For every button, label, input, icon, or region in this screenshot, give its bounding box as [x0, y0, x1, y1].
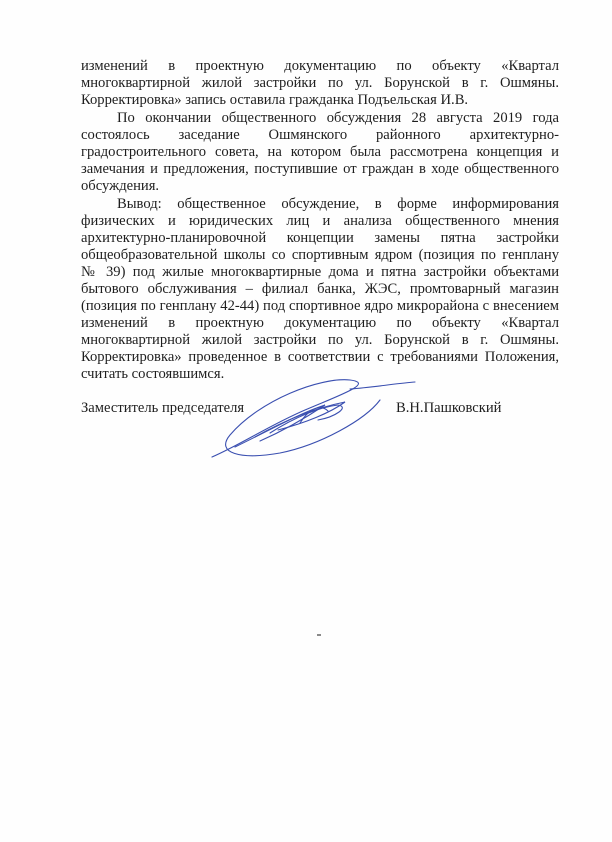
- signatory-position: Заместитель председателя: [81, 400, 245, 416]
- text-line: многоквартирной жилой застройки по ул. Борунской в г. Ошмяны.: [81, 332, 559, 348]
- text-line: физических и юридических лиц и анализа общественного мнения: [81, 213, 559, 229]
- signature-stroke-inner: [255, 402, 345, 437]
- text-line: По окончании общественного обсуждения 28 августа 2019 года: [117, 110, 559, 126]
- text-line: состоялось заседание Ошмянского районного архитектурно-: [81, 127, 559, 143]
- text-line: № 39) под жилые многоквартирные дома и пятна застройки объектами: [81, 264, 559, 280]
- text-line: замечания и предложения, поступившие от граждан в ходе общественного: [81, 161, 559, 177]
- text-line: многоквартирной жилой застройки по ул. Борунской в г. Ошмяны.: [81, 75, 559, 91]
- signatory-name: В.Н.Пашковский: [396, 400, 502, 416]
- scan-artifact: [317, 634, 321, 636]
- text-line: Корректировка» проведенное в соответствии с требованиями Положения,: [81, 349, 559, 365]
- text-line: бытового обслуживания – филиал банка, ЖЭС, промтоварный магазин: [81, 281, 559, 297]
- signature-stroke-tail: [350, 382, 415, 389]
- text-line: градостроительного совета, на котором была рассмотрена концепция и: [81, 144, 559, 160]
- text-line: архитектурно-планировочной концепции замены пятна застройки: [81, 230, 559, 246]
- text-line: считать состоявшимся.: [81, 366, 225, 382]
- text-line: изменений в проектную документацию по объекту «Квартал: [81, 315, 559, 331]
- text-line: Корректировка» запись оставила гражданка Подъельская И.В.: [81, 92, 469, 108]
- text-line: общеобразовательной школы со спортивным ядром (позиция по генплану: [81, 247, 559, 263]
- handwritten-signature: [200, 375, 420, 465]
- text-line: (позиция по генплану 42-44) под спортивное ядро микрорайона с внесением: [81, 298, 559, 314]
- text-line: обсуждения.: [81, 178, 160, 194]
- text-line: Вывод: общественное обсуждение, в форме информирования: [117, 196, 559, 212]
- text-line: изменений в проектную документацию по объекту «Квартал: [81, 58, 559, 74]
